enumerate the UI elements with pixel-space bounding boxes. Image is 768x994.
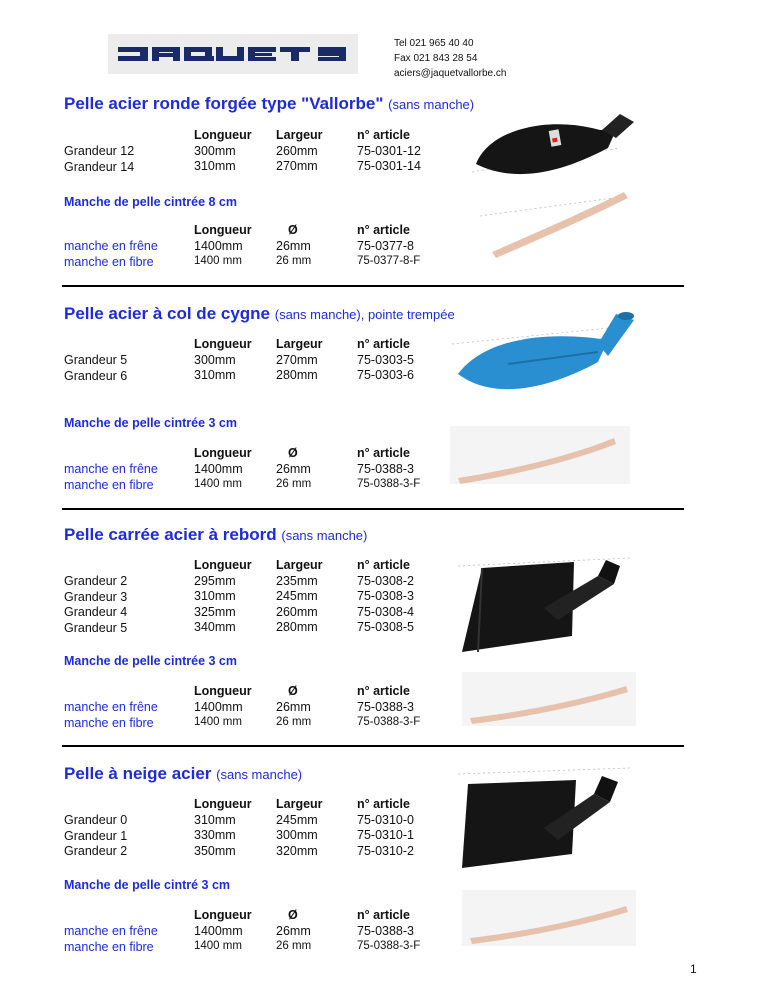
col-header-width: Largeur [276, 797, 323, 811]
article-number: 75-0377-8-F [357, 255, 421, 267]
diameter-value: 26 mm [276, 478, 312, 490]
article-number: 75-0303-6 [357, 368, 414, 382]
handle-image [462, 890, 636, 946]
length-value: 1400 mm [194, 255, 242, 267]
company-logo [108, 34, 358, 74]
article-number: 75-0388-3 [357, 699, 414, 714]
size-label: Grandeur 12 [64, 144, 135, 158]
length-value: 1400mm [194, 923, 243, 938]
length-value: 300mm [194, 352, 236, 367]
product-table [64, 128, 464, 178]
section-title-note: (sans manche), pointe trempée [274, 307, 455, 322]
handle-image [462, 672, 636, 726]
contact-fax: Fax 021 843 28 54 [394, 53, 478, 64]
product-table [64, 558, 464, 638]
section-title-note: (sans manche) [388, 97, 475, 112]
article-number: 75-0377-8 [357, 238, 414, 253]
article-number: 75-0301-14 [357, 159, 421, 173]
size-label: Grandeur 2 [64, 574, 128, 588]
handle-material: manche en fibre [64, 477, 154, 492]
col-header-width: Largeur [276, 337, 323, 351]
col-header-article: n° article [357, 797, 410, 811]
size-label: Grandeur 4 [64, 605, 128, 619]
col-header-diameter: Ø [288, 223, 298, 237]
width-value: 260mm [276, 143, 318, 158]
article-number: 75-0303-5 [357, 352, 414, 367]
length-value: 1400 mm [194, 940, 242, 952]
col-header-length: Longueur [194, 797, 252, 811]
length-value: 350mm [194, 843, 236, 858]
article-number: 75-0310-2 [357, 843, 414, 858]
col-header-diameter: Ø [288, 446, 298, 460]
section-title [64, 764, 302, 784]
diameter-value: 26 mm [276, 716, 312, 728]
article-number: 75-0301-12 [357, 143, 421, 158]
size-label: Grandeur 5 [64, 353, 128, 367]
article-number: 75-0388-3 [357, 461, 414, 476]
contact-email[interactable]: aciers@jaquetvallorbe.ch [394, 68, 507, 79]
length-value: 325mm [194, 604, 236, 619]
diameter-value: 26mm [276, 238, 311, 253]
size-label: Grandeur 2 [64, 844, 128, 858]
section-title-main: Pelle carrée acier à rebord [64, 525, 277, 544]
width-value: 300mm [276, 828, 318, 842]
col-header-article: n° article [357, 684, 410, 698]
col-header-article: n° article [357, 223, 410, 237]
length-value: 330mm [194, 828, 236, 842]
snow-shovel-image [454, 764, 634, 872]
length-value: 310mm [194, 159, 236, 173]
col-header-article: n° article [357, 337, 410, 351]
page-number: 1 [690, 962, 697, 976]
article-number: 75-0310-0 [357, 812, 414, 827]
width-value: 270mm [276, 159, 318, 173]
length-value: 310mm [194, 589, 236, 603]
col-header-width: Largeur [276, 558, 323, 572]
diameter-value: 26mm [276, 699, 311, 714]
section-title [64, 525, 367, 545]
article-number: 75-0310-1 [357, 828, 414, 842]
length-value: 1400mm [194, 699, 243, 714]
col-header-article: n° article [357, 908, 410, 922]
col-header-article: n° article [357, 128, 410, 142]
col-header-length: Longueur [194, 558, 252, 572]
section-title-main: Pelle acier à col de cygne [64, 304, 271, 323]
length-value: 295mm [194, 573, 236, 588]
width-value: 280mm [276, 368, 318, 382]
product-table [64, 797, 464, 863]
length-value: 300mm [194, 143, 236, 158]
length-value: 1400 mm [194, 478, 242, 490]
section-divider [62, 285, 684, 287]
handle-title: Manche de pelle cintré 3 cm [64, 878, 231, 892]
col-header-length: Longueur [194, 337, 252, 351]
contact-tel: Tel 021 965 40 40 [394, 38, 474, 49]
col-header-length: Longueur [194, 908, 252, 922]
article-number: 75-0388-3-F [357, 716, 421, 728]
article-number: 75-0388-3 [357, 923, 414, 938]
width-value: 245mm [276, 589, 318, 603]
handle-material: manche en fibre [64, 715, 154, 730]
section-title [64, 94, 474, 114]
handle-material: manche en frêne [64, 462, 158, 476]
size-label: Grandeur 0 [64, 813, 128, 827]
article-number: 75-0388-3-F [357, 940, 421, 952]
handle-image [478, 184, 638, 260]
length-value: 1400 mm [194, 716, 242, 728]
size-label: Grandeur 14 [64, 159, 135, 174]
col-header-length: Longueur [194, 446, 252, 460]
width-value: 280mm [276, 620, 318, 634]
col-header-article: n° article [357, 558, 410, 572]
width-value: 270mm [276, 352, 318, 367]
col-header-length: Longueur [194, 684, 252, 698]
gooseneck-shovel-image [448, 304, 638, 396]
size-label: Grandeur 3 [64, 589, 128, 604]
handle-title: Manche de pelle cintrée 3 cm [64, 416, 237, 430]
article-number: 75-0308-2 [357, 573, 414, 588]
section-title-note: (sans manche) [216, 767, 303, 782]
handle-image [450, 426, 630, 484]
col-header-width: Largeur [276, 128, 323, 142]
col-header-length: Longueur [194, 223, 252, 237]
handle-material: manche en frêne [64, 239, 158, 253]
length-value: 310mm [194, 812, 236, 827]
handle-material: manche en fibre [64, 254, 154, 269]
width-value: 245mm [276, 812, 318, 827]
section-title-note: (sans manche) [281, 528, 368, 543]
diameter-value: 26mm [276, 923, 311, 938]
size-label: Grandeur 5 [64, 620, 128, 635]
col-header-diameter: Ø [288, 684, 298, 698]
width-value: 260mm [276, 604, 318, 619]
product-table [64, 337, 464, 387]
length-value: 310mm [194, 368, 236, 382]
size-label: Grandeur 6 [64, 368, 128, 383]
handle-table [64, 223, 464, 273]
handle-material: manche en frêne [64, 924, 158, 938]
size-label: Grandeur 1 [64, 828, 128, 843]
col-header-length: Longueur [194, 128, 252, 142]
handle-title: Manche de pelle cintrée 3 cm [64, 654, 237, 668]
article-number: 75-0308-3 [357, 589, 414, 603]
square-shovel-image [454, 548, 634, 654]
contact-block [394, 36, 506, 81]
section-title [64, 304, 455, 324]
length-value: 340mm [194, 620, 236, 634]
article-number: 75-0308-5 [357, 620, 414, 634]
handle-table [64, 446, 464, 496]
diameter-value: 26 mm [276, 255, 312, 267]
width-value: 235mm [276, 573, 318, 588]
section-divider [62, 745, 684, 747]
width-value: 320mm [276, 843, 318, 858]
article-number: 75-0388-3-F [357, 478, 421, 490]
col-header-article: n° article [357, 446, 410, 460]
handle-material: manche en fibre [64, 939, 154, 954]
section-title-main: Pelle à neige acier [64, 764, 212, 783]
length-value: 1400mm [194, 461, 243, 476]
round-shovel-image [470, 108, 640, 188]
article-number: 75-0308-4 [357, 604, 414, 619]
col-header-diameter: Ø [288, 908, 298, 922]
handle-table [64, 908, 464, 958]
handle-title: Manche de pelle cintrée 8 cm [64, 195, 237, 209]
length-value: 1400mm [194, 238, 243, 253]
section-title-main: Pelle acier ronde forgée type "Vallorbe" [64, 94, 384, 113]
handle-table [64, 684, 464, 734]
section-divider [62, 508, 684, 510]
diameter-value: 26mm [276, 461, 311, 476]
handle-material: manche en frêne [64, 700, 158, 714]
diameter-value: 26 mm [276, 940, 312, 952]
